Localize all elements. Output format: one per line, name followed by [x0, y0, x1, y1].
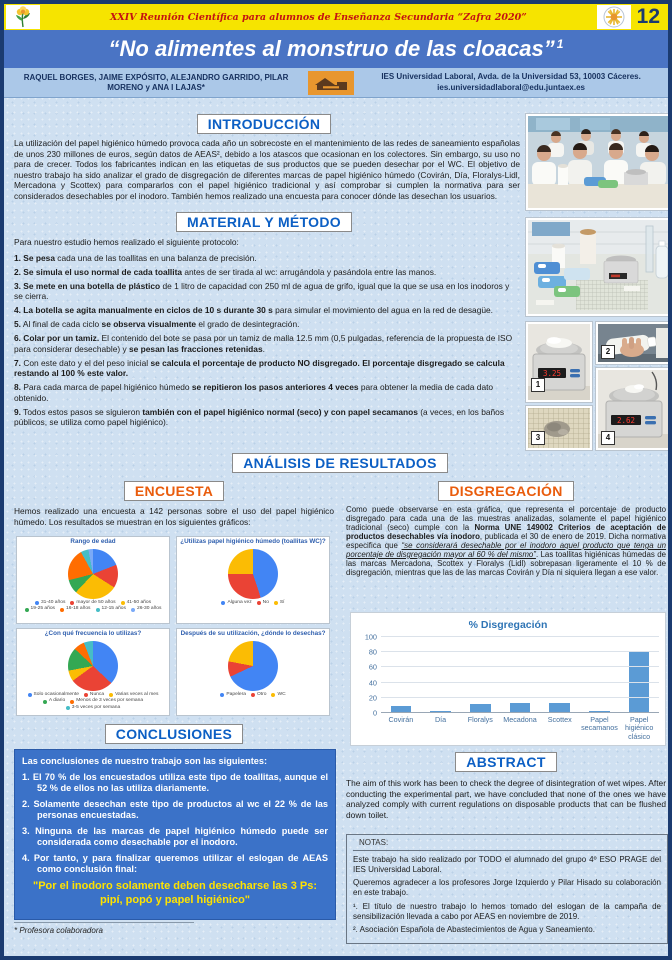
materials-image — [528, 220, 670, 314]
list-item: Queremos agradecer a los profesores Jorge Izquierdo y Pilar Hisado su colaboración en este trabajo. — [353, 878, 661, 897]
y-tick-label: 80 — [368, 647, 377, 657]
introduccion-text: La utilización del papel higiénico húmedo provoca cada año un sobrecoste en el mantenimiento de las redes de saneamiento españolas de unos 230 millones de euros, según datos de AEAS², debido a los atascos que ocasionan en los colectores. Sin embargo, su uso no para de crecer. Todos los fabricantes indican en las etiquetas de sus productos que se pueden desechar por el WC. El objetivo de nuestro trabajo ha sido analizar el grado de disgregación de diferentes marcas de papel higiénico húmedo (Covirán, Día, Floralys-Lidl, Mercadona y Scottex) para compararlos con el papel higiénico tradicional y así comprobar si cumplen la normativa para ser considerados desechables por el inodoro. También hemos realizado una encuesta para conocer dónde las desechan los usuarios. — [14, 138, 520, 201]
affiliation-address: IES Universidad Laboral, Avda. de la Universidad 53, 10003 Cáceres. — [381, 72, 641, 82]
legend-swatch — [220, 693, 224, 697]
introduccion-header — [4, 114, 524, 134]
pie-chart-utilizas — [176, 536, 330, 624]
legend-item: mayor de 50 años — [70, 600, 115, 606]
protocol-steps — [14, 237, 520, 431]
conclusiones-box — [14, 749, 336, 920]
legend-swatch — [70, 700, 74, 704]
x-tick-label: Floralys — [467, 715, 493, 724]
chart-title: ¿Utilizas papel higiénico húmedo (toallitas WC)? — [180, 538, 326, 545]
legend-item: Varias veces al mes — [109, 692, 158, 698]
plot — [381, 637, 659, 713]
material-header — [4, 212, 524, 232]
chart-legend — [220, 692, 285, 698]
protocol-list — [14, 253, 520, 428]
analisis-header — [4, 453, 672, 473]
list-item: 1. Se pesa cada una de las toallitas en una balanza de precisión. — [14, 252, 257, 263]
affiliation — [354, 72, 668, 93]
list-item: ¹. El título de nuestro trabajo lo hemos tomado del eslogan de la campaña de sensibilización llevada a cabo por AEAS en noviembre de 2019. — [353, 901, 661, 921]
section-title: MATERIAL Y MÉTODO — [176, 212, 352, 232]
legend-item: Alguna vez — [221, 600, 251, 606]
poster-title-text: “No alimentes al monstruo de las cloacas” — [108, 36, 555, 61]
y-tick-label: 100 — [364, 632, 377, 642]
legend-swatch — [25, 608, 29, 612]
photo-weighing-step4 — [596, 368, 672, 450]
notes-title: NOTAS: — [353, 838, 661, 851]
pie-graphic — [228, 549, 278, 599]
photo-number-badge: 3 — [531, 431, 545, 445]
legend-item: No — [257, 600, 269, 606]
legend-swatch — [84, 693, 88, 697]
chart-legend — [221, 600, 284, 606]
photo-number-badge: 4 — [601, 431, 615, 445]
abstract-header — [344, 752, 668, 772]
bars — [381, 637, 659, 713]
scale-display-2: 2.62 — [616, 416, 636, 425]
legend-item: 19-25 años — [25, 606, 55, 612]
slogan: "Por el inodoro solamente deben desecharse las 3 Ps: pipí, popó y papel higiénico" — [33, 880, 317, 907]
society-logo — [597, 5, 631, 29]
section-title: ABSTRACT — [455, 752, 556, 772]
protocol-intro: Para nuestro estudio hemos realizado el siguiente protocolo: — [14, 237, 239, 247]
list-item: 2. Solamente desechan este tipo de productos al wc el 22 % de las personas encuestadas. — [22, 799, 328, 821]
list-item: 9. Todos estos pasos se siguieron también con el papel higiénico normal (seco) y con papel secamanos (a veces, en los baños públicos, se utiliza como papel higiénico). — [14, 406, 505, 427]
legend-item: Menos de 3 veces por semana — [70, 698, 143, 704]
encuesta-text: Hemos realizado una encuesta a 142 personas sobre el uso del papel higiénico húmedo. Los resultados se muestran en los siguientes gráficos: — [14, 506, 334, 527]
legend-swatch — [70, 601, 74, 605]
authors: RAQUEL BORGES, JAIME EXPÓSITO, ALEJANDRO GARRIDO, PILAR MORENO y ANA I LAJAS* — [23, 72, 289, 92]
photo-shaking-step2 — [596, 322, 672, 364]
disgregacion-header — [344, 481, 668, 501]
flower-icon — [10, 6, 36, 28]
legend-swatch — [131, 608, 135, 612]
legend-swatch — [109, 693, 113, 697]
legend-item: 3-5 veces por semana — [66, 705, 120, 711]
poster-title — [109, 36, 564, 62]
legend-swatch — [274, 601, 278, 605]
chart-title: Rango de edad — [70, 538, 116, 545]
flower-logo — [6, 5, 40, 29]
chart-title: ¿Con qué frecuencia lo utilizas? — [44, 630, 142, 637]
x-tick-label: Mecadona — [503, 715, 537, 724]
title-footnote-marker: 1 — [556, 36, 564, 51]
scale-display-1: 3.25 — [542, 369, 562, 378]
x-tick-label: Papel higiénico clásico — [624, 715, 654, 741]
legend-item: WC — [271, 692, 285, 698]
legend-item: Solo ocasionalmente — [28, 692, 79, 698]
legend-swatch — [96, 608, 100, 612]
legend-item: 12-15 años — [96, 606, 126, 612]
list-item: 4. La botella se agita manualmente en ciclos de 10 s durante 30 s para simular el movimiento del agua en la red de desagüe. — [14, 305, 494, 315]
building-icon — [311, 73, 351, 93]
legend-item: Nunca — [84, 692, 104, 698]
title-band — [4, 30, 668, 68]
conclusiones-header — [12, 724, 336, 744]
bar-plot-area — [357, 632, 659, 718]
chart-legend — [19, 692, 167, 711]
legend-swatch — [257, 601, 261, 605]
legend-swatch — [271, 693, 275, 697]
legend-item: Papelera — [220, 692, 246, 698]
legend-swatch — [43, 700, 47, 704]
legend-swatch — [35, 601, 39, 605]
x-tick-label: Scottex — [547, 715, 572, 724]
notes-list — [353, 855, 661, 935]
legend-item: 31-40 años — [35, 600, 65, 606]
section-title: DISGREGACIÓN — [438, 481, 573, 501]
list-item: 7. Con este dato y el del peso inicial se calcula el porcentaje de producto NO disgregado. El porcentaje disgregado se calcula restando al 100 % este valor. — [14, 357, 505, 378]
sun-emblem-icon — [601, 6, 627, 28]
chart-title: % Disgregación — [468, 619, 548, 631]
list-item: 3. Ninguna de las marcas de papel higiénico húmedo puede ser considerada como desechable por el inodoro. — [22, 826, 328, 848]
x-tick-label: Día — [434, 715, 447, 724]
notes-box — [346, 834, 668, 944]
legend-item: 16-18 años — [60, 606, 90, 612]
conclusiones-intro: Las conclusiones de nuestro trabajo son las siguientes: — [22, 756, 268, 766]
pie-chart-frecuencia — [16, 628, 170, 716]
y-tick-label: 0 — [372, 708, 377, 718]
student-group-image — [528, 116, 670, 208]
photo-number-badge: 2 — [601, 345, 615, 359]
footnote: * Profesora colaboradora — [14, 926, 103, 935]
section-title: INTRODUCCIÓN — [197, 114, 331, 134]
legend-item: 41-50 años — [121, 600, 151, 606]
event-title: XXIV Reunión Científica para alumnos de Enseñanza Secundaria “Zafra 2020” — [109, 11, 527, 23]
authors-band — [4, 68, 668, 98]
photo-sieve-step3 — [526, 406, 592, 450]
legend-item: Otro — [251, 692, 267, 698]
list-item: 8. Para cada marca de papel higiénico húmedo se repitieron los pasos anteriores 4 veces para obtener la media de cada dato obtenido. — [14, 382, 494, 403]
photo-student-group — [526, 114, 672, 210]
legend-swatch — [221, 601, 225, 605]
pie-graphic — [228, 641, 278, 691]
list-item: ². Asociación Española de Abastecimientos de Agua y Saneamiento. — [353, 925, 595, 935]
legend-swatch — [121, 601, 125, 605]
pie-chart-desechas — [176, 628, 330, 716]
y-tick-label: 60 — [368, 662, 377, 672]
section-title: CONCLUSIONES — [105, 724, 243, 744]
y-axis — [357, 632, 381, 718]
chart-legend — [19, 600, 167, 613]
chart-title: Después de su utilización, ¿dónde lo desechas? — [180, 630, 326, 637]
abstract-text: The aim of this work has been to check the degree of disintegration of wet wipes. After conducting the experimental part, we have concluded that none of the ones we have analyzed comply with current regulations on disposable products that can be flushed down toilet. — [346, 778, 666, 820]
y-tick-label: 40 — [368, 678, 377, 688]
legend-item: A diario — [43, 698, 65, 704]
legend-swatch — [60, 608, 64, 612]
photo-materials — [526, 218, 672, 316]
photo-weighing-step1 — [526, 322, 592, 402]
x-tick-label: Covirán — [388, 715, 414, 724]
conclusiones-list — [22, 772, 328, 875]
photo-number-badge: 1 — [531, 378, 545, 392]
pie-chart-rango-edad — [16, 536, 170, 624]
legend-swatch — [251, 693, 255, 697]
list-item: 2. Se simula el uso normal de cada toallita antes de ser tirada al wc: arrugándola y pasándola entre las manos. — [14, 266, 437, 277]
legend-item: 26-30 años — [131, 606, 161, 612]
list-item: 3. Se mete en una botella de plástico de 1 litro de capacidad con 250 ml de agua de grifo, igual que la que se usa en los inodoros y se cierra. — [14, 280, 510, 301]
legend-swatch — [66, 706, 70, 710]
affiliation-email: ies.universidadlaboral@edu.juntaex.es — [437, 82, 585, 92]
bar-chart-disgregacion — [350, 612, 666, 746]
footnote-rule — [14, 922, 194, 923]
list-item: 5. Al final de cada ciclo se observa visualmente el grado de desintegración. — [14, 319, 300, 329]
section-title: ENCUESTA — [124, 481, 224, 501]
section-title: ANÁLISIS DE RESULTADOS — [232, 453, 448, 473]
list-item: 6. Colar por un tamiz. El contenido del bote se pasa por un tamiz de malla 12.5 mm (0,5 pulgadas, referencia de la propuesta de ISO para considerar desechable) y se pesan las fracciones retenidas. — [14, 333, 513, 354]
pie-graphic — [68, 549, 118, 599]
list-item: 4. Por tanto, y para finalizar queremos utilizar el eslogan de AEAS como conclusión final: — [22, 853, 328, 875]
y-tick-label: 20 — [368, 693, 377, 703]
x-tick-label: Papel secamanos — [581, 715, 618, 733]
header-band — [4, 4, 668, 30]
list-item: 1. El 70 % de los encuestados utiliza este tipo de toallitas, aunque el 52 % de ellos no las utiliza diariamente. — [22, 772, 328, 794]
x-axis-labels — [381, 716, 659, 741]
legend-item: Sí — [274, 600, 285, 606]
x-axis — [357, 716, 659, 741]
poster-number: 12 — [636, 5, 660, 28]
list-item: Este trabajo ha sido realizado por TODO el alumnado del grupo 4º ESO PRAGE del IES Universidad Laboral. — [353, 854, 661, 874]
school-logo — [308, 71, 354, 95]
disgregacion-text: Como puede observarse en esta gráfica, que representa el porcentaje de producto disgregado para cada una de las muestras analizadas, solamente el papel higiénico tradicional (seco) cumple con la Norma UNE 149002 Criterios de aceptación de productos desechables vía inodoro, publicada el 30 de enero de 2019. Dicha normativa especifica que “se considerará desechable por el inodoro aquel producto que tenga un porcentaje de disgregación mayor al 60 % del mismo”. Las toallitas higiénicas húmedas de las marcas Mercadona, Scottex y Floralys (Lidl) sobrepasan ligeramente el 10 % de disgregación, mientras que las de las marcas Covirán y Día ni siquiera llegan a ese valor. — [346, 505, 667, 577]
encuesta-header — [12, 481, 336, 501]
pie-graphic — [68, 641, 118, 691]
legend-swatch — [28, 693, 32, 697]
